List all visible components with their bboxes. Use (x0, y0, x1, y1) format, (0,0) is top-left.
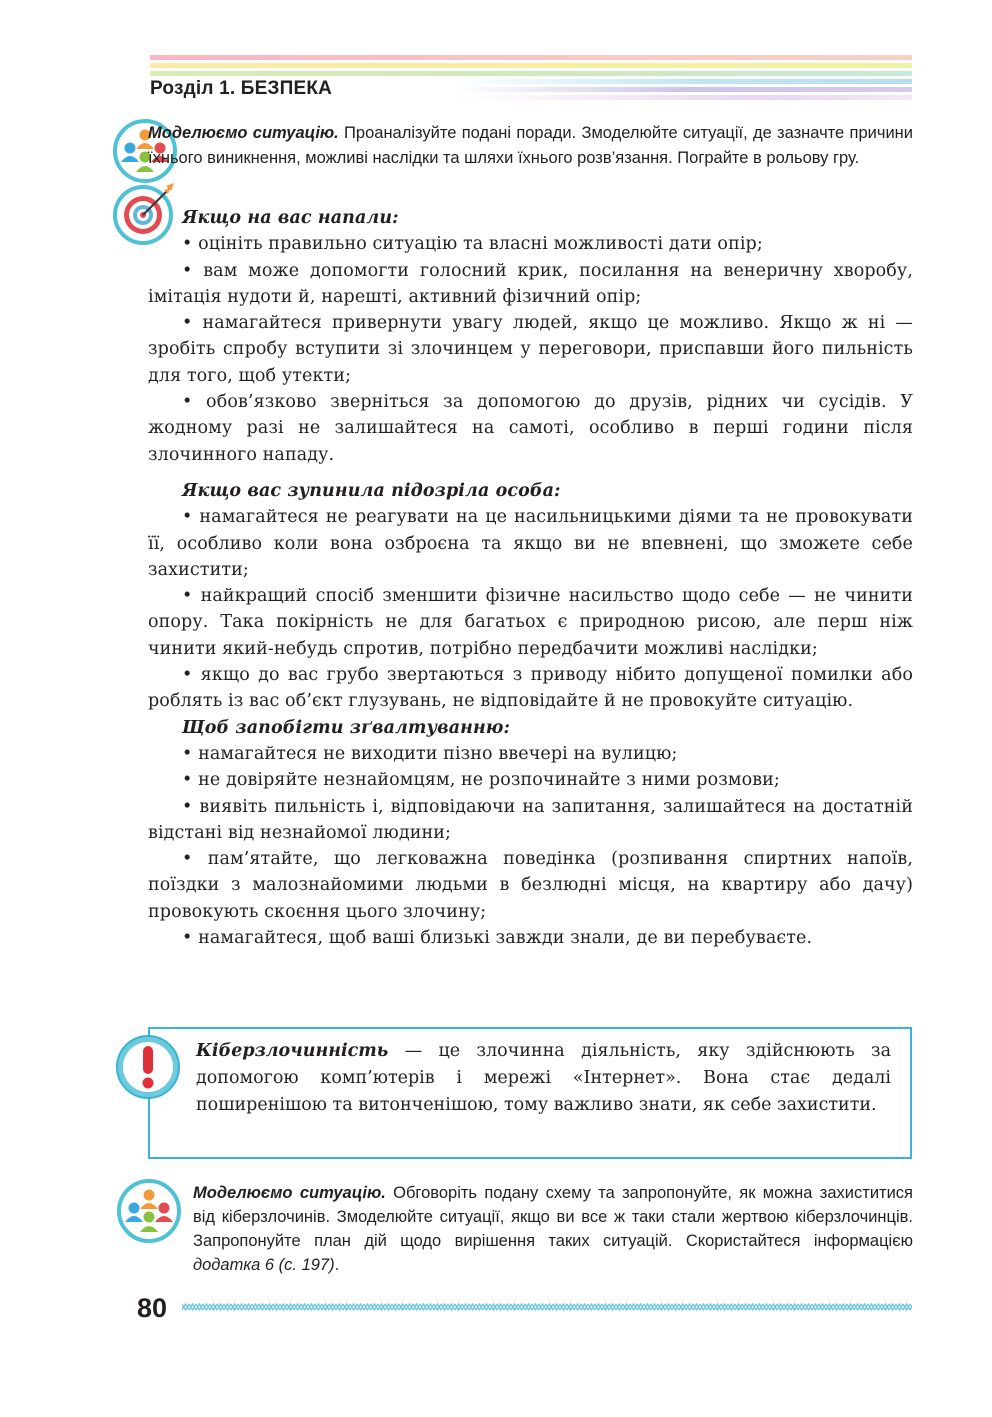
model-situation-text: Обговоріть подану схему та запропонуйте, як можна захиститися від кіберзлочинів. Змоделюйте ситуації, якщо ви все ж таки стали жертвою кіберзлочинців. Запропонуйте план дій щодо вирішення таких ситуацій. Скористайтеся інформацією (193, 1184, 913, 1250)
group-discussion-icon (116, 1178, 182, 1244)
list-item: • намагайтеся привернути увагу людей, якщо це можливо. Якщо ж ні — зробіть спробу вступити зі злочинцем у переговори, приспавши його пильність для того, щоб утекти; (148, 313, 913, 386)
prevent-heading: Щоб запобігти зґвалтуванню: (182, 717, 511, 738)
main-text (148, 205, 913, 951)
term: Кіберзлочинність (196, 1041, 389, 1061)
model-situation-lead: Моделюємо ситуацію. (148, 124, 339, 142)
list-item: • обов’язково зверніться за допомогою до друзів, рідних чи сусідів. У жодному разі не залишайтеся на самоті, особливо в перші години після злочинного нападу. (148, 392, 913, 465)
attacked-heading: Якщо на вас напали: (182, 208, 399, 228)
sentence-end: . (334, 1256, 340, 1274)
definition-text: — це злочинна діяльність, яку здійснюють за допомогою комп’ютерів і мережі «Інтернет». Вона стає дедалі поширенішою та витонченішою, тому важливо знати, як себе захистити. (196, 1041, 891, 1115)
model-situation-text: Проаналізуйте подані поради. Змоделюйте ситуації, де зазначте причини їхнього виникнення, можливі наслідки та шляхи їхнього розв’язання. Пограйте в рольову гру. (148, 124, 913, 167)
list-item: • не довіряйте незнайомцям, не розпочинайте з ними розмови; (182, 770, 780, 791)
exclamation-icon (113, 1032, 183, 1102)
list-item: • намагайтеся не виходити пізно ввечері на вулицю; (182, 743, 678, 764)
suspicious-heading: Якщо вас зупинила підозріла особа: (182, 480, 561, 501)
list-item: • намагайтеся, щоб ваші близькі завжди знали, де ви перебуваєте. (182, 928, 813, 949)
list-item: • найкращий спосіб зменшити фізичне насильство щодо себе — не чинити опору. Така покірність не для багатьох є природною рисою, але перш ніж чинити який-небудь спротив, потрібно передбачити можливі наслідки; (148, 586, 913, 659)
cybercrime-info-box (148, 1027, 912, 1159)
list-item: • намагайтеся не реагувати на це насильницькими діями та не провокувати її, особливо коли вона озброєна та якщо ви не впевнені, що зможете себе захистити; (148, 507, 913, 580)
model-situation-lead: Моделюємо ситуацію. (193, 1184, 386, 1202)
section-title: Розділ 1. БЕЗПЕКА (150, 78, 338, 100)
appendix-reference: додатка 6 (с. 197) (193, 1256, 335, 1274)
model-situation-task-2 (193, 1181, 913, 1277)
decorative-zigzag-line (182, 1300, 912, 1314)
list-item: • оцініть правильно ситуацію та власні можливості дати опір; (182, 234, 763, 255)
list-item: • вам може допомогти голосний крик, посилання на венеричну хворобу, імітація нудоти й, нарешті, активний фізичний опір; (148, 260, 913, 307)
page-number: 80 (137, 1293, 168, 1323)
model-situation-task-1 (148, 121, 913, 171)
list-item: • виявіть пильність і, відповідаючи на запитання, залишайтеся на достатній відстані від незнайомої людини; (148, 796, 913, 843)
list-item: • пам’ятайте, що легковажна поведінка (розпивання спиртних напоїв, поїздки з малознайомими людьми в безлюдні місця, на квартиру або дачу) провокують скоєння цього злочину; (148, 849, 913, 922)
list-item: • якщо до вас грубо звертаються з приводу нібито допущеної помилки або роблять із вас об’єкт глузувань, не відповідайте й не провокуйте ситуацію. (148, 665, 913, 712)
cybercrime-definition (196, 1038, 891, 1119)
